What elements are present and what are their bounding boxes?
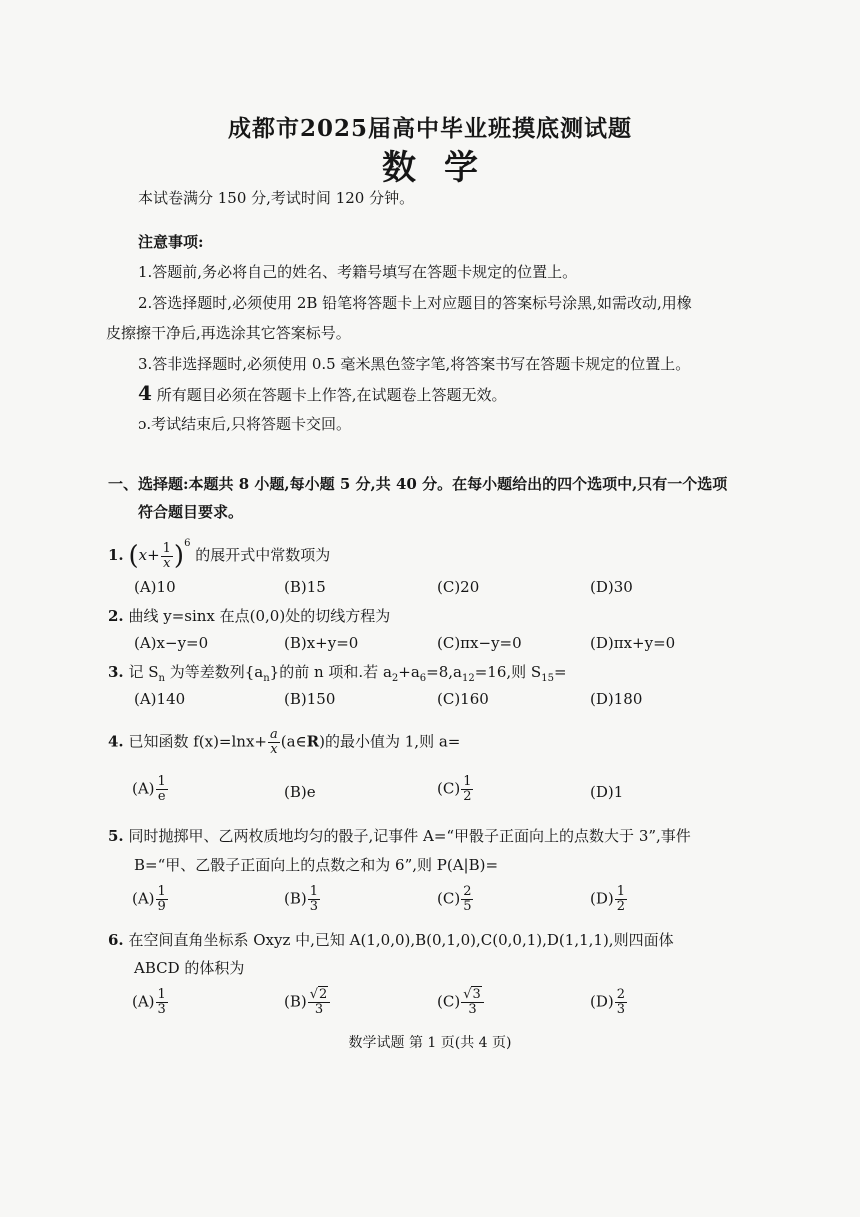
q2-option-b: (B)x+y=0 (284, 634, 359, 652)
fraction-denominator: 9 (157, 899, 166, 914)
fraction-denominator: 2 (616, 899, 626, 914)
option-label: (A) (132, 779, 155, 798)
question-4 (108, 728, 460, 757)
radicand: 3 (472, 987, 481, 1002)
q3-option-c: (C)160 (437, 690, 489, 708)
intro-text: 本试卷满分 150 分,考试时间 120 分钟。 (138, 189, 415, 207)
q6-option-a (132, 988, 169, 1017)
radicand: 2 (319, 987, 328, 1002)
fraction-denominator: e (157, 789, 166, 804)
fraction (461, 988, 484, 1017)
radical-sign: √ (463, 987, 472, 1002)
question-text: )的最小值为 1,则 a= (319, 732, 461, 751)
fraction (615, 885, 627, 914)
question-text: =16,则 S (474, 663, 542, 681)
fraction-numerator (308, 988, 331, 1003)
fraction (308, 885, 320, 914)
math-term: x+ (138, 546, 160, 564)
question-number: 3. (108, 663, 124, 681)
notice-item-4-text: 所有题目必须在答题卡上作答,在试题卷上答题无效。 (156, 386, 507, 404)
fraction (268, 728, 280, 757)
q2-option-c: (C)πx−y=0 (437, 634, 522, 652)
question-text: 的展开式中常数项为 (190, 546, 331, 564)
question-number: 4. (108, 732, 124, 751)
q3-option-a: (A)140 (134, 690, 186, 708)
left-paren: ( (128, 541, 139, 571)
q5-option-c (437, 885, 474, 914)
option-label: (B) (284, 889, 307, 908)
fraction-denominator: 3 (157, 1002, 166, 1017)
subscript: 2 (391, 673, 399, 684)
subscript: 12 (462, 673, 475, 684)
fraction-numerator (461, 988, 484, 1003)
notice-item-4-number: 4 (138, 381, 152, 405)
right-paren: ) (173, 541, 185, 571)
subject-title: 数学 (382, 148, 506, 188)
q6-option-b (284, 988, 331, 1017)
question-3 (108, 662, 567, 689)
question-number: 1. (108, 546, 124, 564)
fraction-denominator: 5 (463, 899, 472, 914)
section1-heading-cont: 符合题目要求。 (138, 503, 244, 521)
page-footer: 数学试题 第 1 页(共 4 页) (348, 1035, 512, 1051)
subscript: n (158, 673, 165, 684)
notice-item-4 (138, 383, 506, 405)
notice-item-1: 1.答题前,务必将自己的姓名、考籍号填写在答题卡规定的位置上。 (138, 263, 578, 281)
notice-heading: 注意事项: (138, 233, 204, 251)
fraction-denominator: 2 (463, 789, 472, 804)
q3-option-d: (D)180 (590, 690, 643, 708)
fraction-numerator: 1 (309, 884, 319, 899)
fraction-numerator: 2 (463, 884, 472, 899)
option-label: (B) (284, 992, 307, 1011)
q4-option-b: (B)e (284, 783, 316, 801)
q5-option-d (590, 885, 628, 914)
question-text: }的前 n 项和.若 a (269, 663, 392, 681)
exponent: 6 (184, 538, 191, 549)
question-number: 5. (108, 827, 124, 845)
fraction-denominator: 3 (309, 899, 319, 914)
notice-item-5: ɔ.考试结束后,只将答题卡交回。 (138, 415, 351, 433)
question-text: 在空间直角坐标系 Oxyz 中,已知 A(1,0,0),B(0,1,0),C(0,0,1),D(1,1,1),则四面体 (128, 931, 674, 949)
option-label: (C) (437, 779, 461, 798)
q1-option-c: (C)20 (437, 578, 480, 596)
reals-symbol: R (306, 732, 320, 751)
subscript: 15 (541, 673, 554, 684)
fraction-numerator: 1 (463, 774, 472, 789)
question-2 (108, 606, 390, 626)
fraction-numerator: 1 (157, 774, 166, 789)
fraction-denominator: x (163, 555, 171, 571)
question-text: =8,a (426, 663, 462, 681)
question-6-cont: ABCD 的体积为 (134, 959, 245, 977)
fraction-numerator: 1 (616, 884, 626, 899)
option-label: (C) (437, 992, 461, 1011)
q4-option-a (132, 775, 169, 804)
fraction (615, 988, 627, 1017)
question-text: 为等差数列{a (164, 663, 264, 681)
fraction (461, 775, 473, 804)
q5-option-b (284, 885, 321, 914)
question-text: = (553, 663, 567, 681)
fraction-denominator: x (270, 742, 278, 757)
question-5 (108, 826, 691, 846)
option-label: (D) (590, 889, 614, 908)
question-text: 同时抛掷甲、乙两枚质地均匀的骰子,记事件 A=“甲骰子正面向上的点数大于 3”,事件 (128, 827, 691, 845)
option-label: (D) (590, 992, 614, 1011)
q1-option-d: (D)30 (590, 578, 633, 596)
radical-sign: √ (309, 987, 319, 1002)
fraction (308, 988, 331, 1017)
q4-option-c (437, 775, 474, 804)
question-text: 已知函数 f(x)=lnx+ (128, 732, 267, 751)
q2-option-d: (D)πx+y=0 (590, 634, 676, 652)
q6-option-d (590, 988, 628, 1017)
fraction-denominator: 3 (468, 1002, 477, 1017)
fraction (461, 885, 473, 914)
fraction-numerator: 1 (157, 987, 166, 1002)
fraction-denominator: 3 (314, 1002, 324, 1017)
q5-option-a (132, 885, 169, 914)
question-text: +a (398, 663, 420, 681)
fraction (156, 885, 168, 914)
fraction-numerator: 1 (162, 540, 171, 556)
option-label: (A) (132, 889, 155, 908)
fraction (156, 988, 168, 1017)
question-text: 曲线 y=sinx 在点(0,0)处的切线方程为 (128, 607, 391, 625)
notice-item-2: 2.答选择题时,必须使用 2B 铅笔将答题卡上对应题目的答案标号涂黑,如需改动,用橡 (138, 294, 692, 312)
option-label: (C) (437, 889, 461, 908)
fraction-denominator: 3 (616, 1002, 626, 1017)
question-number: 6. (108, 931, 124, 949)
subscript: 6 (419, 673, 427, 684)
q3-option-b: (B)150 (284, 690, 336, 708)
question-6 (108, 930, 674, 950)
q2-option-a: (A)x−y=0 (134, 634, 209, 652)
q6-option-c (437, 988, 485, 1017)
q1-option-b: (B)15 (284, 578, 326, 596)
fraction (156, 775, 168, 804)
notice-item-3: 3.答非选择题时,必须使用 0.5 毫米黑色签字笔,将答案书写在答题卡规定的位置上。 (138, 355, 691, 373)
q1-option-a: (A)10 (134, 578, 176, 596)
q4-option-d: (D)1 (590, 783, 624, 801)
option-label: (A) (132, 992, 155, 1011)
exam-title: 成都市2025届高中毕业班摸底测试题 (227, 115, 632, 142)
question-text: (a∈ (280, 732, 307, 751)
question-text: 记 S (128, 663, 159, 681)
subscript: n (263, 673, 270, 684)
question-number: 2. (108, 607, 124, 625)
question-5-cont: B=“甲、乙骰子正面向上的点数之和为 6”,则 P(A|B)= (134, 856, 499, 874)
fraction (161, 542, 173, 571)
fraction-numerator: 1 (157, 884, 166, 899)
notice-item-2-cont: 皮擦擦干净后,再选涂其它答案标号。 (106, 324, 351, 342)
fraction-numerator: 2 (616, 987, 626, 1002)
question-1 (108, 534, 330, 571)
fraction-numerator: a (270, 727, 278, 742)
section1-heading: 一、选择题:本题共 8 小题,每小题 5 分,共 40 分。在每小题给出的四个选项中,只有一个选项 (108, 475, 728, 493)
